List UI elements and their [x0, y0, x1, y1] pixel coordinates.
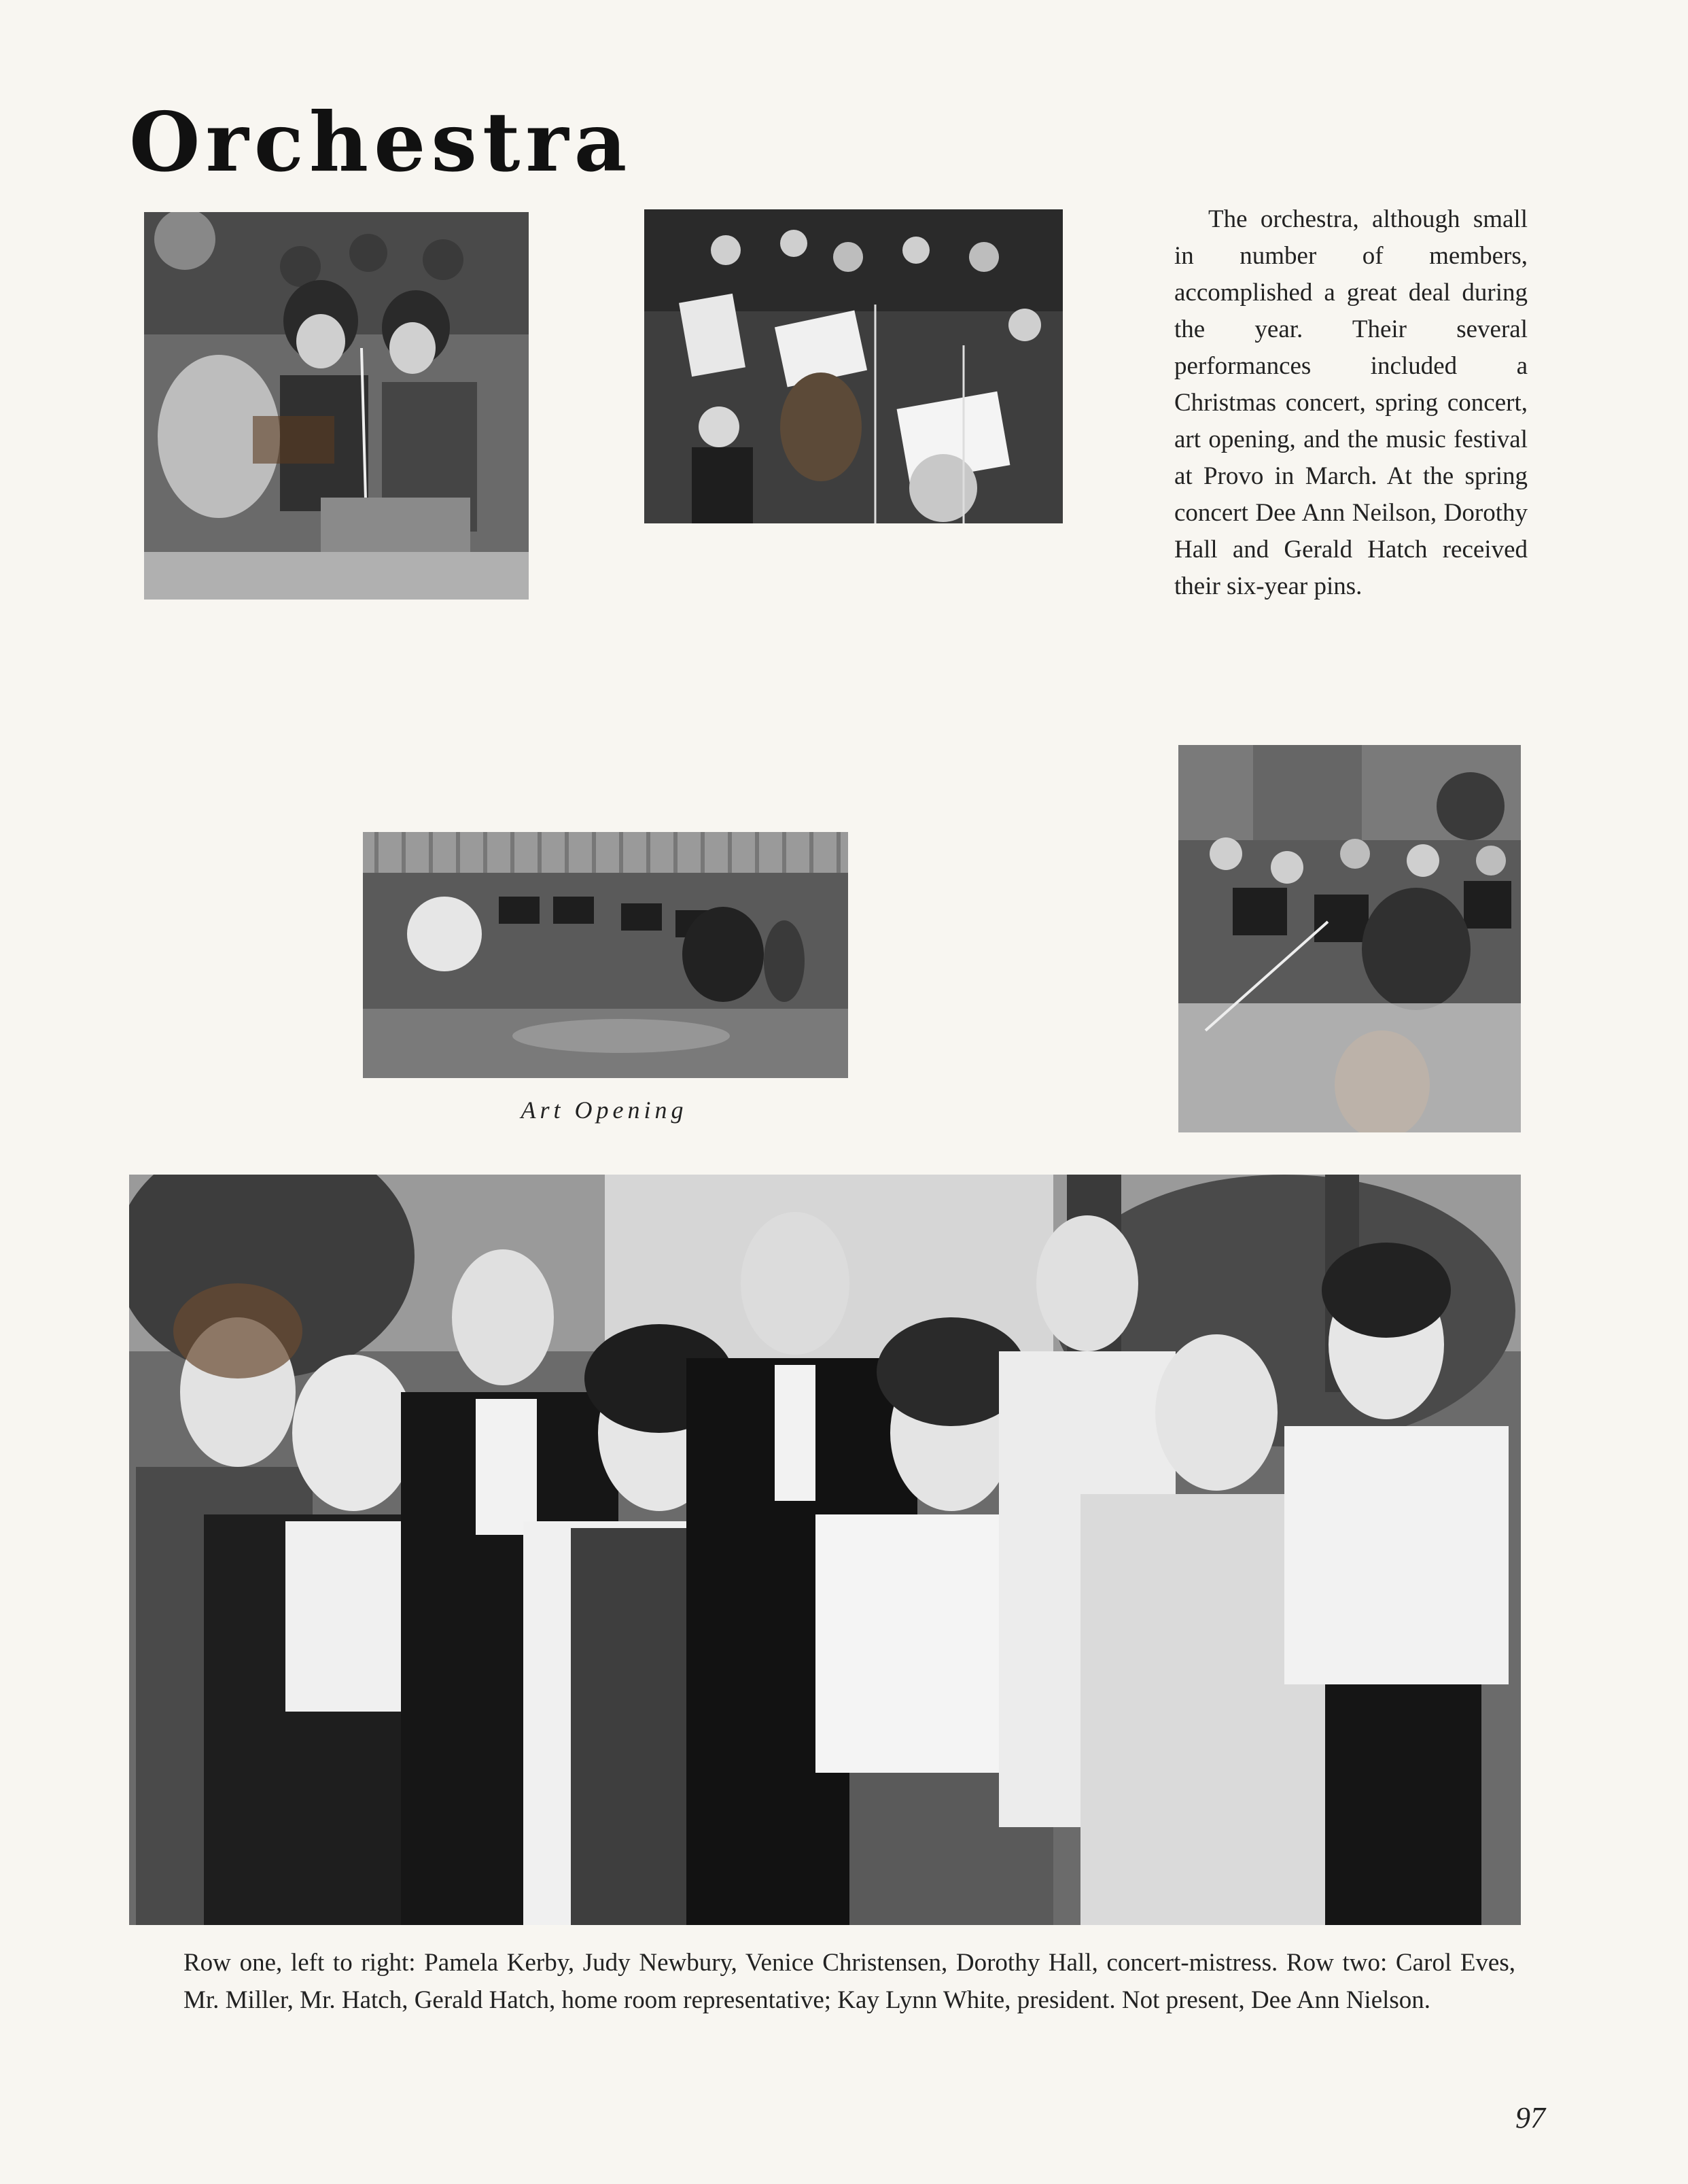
- photo-orchestra-rehearsal: [644, 209, 1063, 523]
- photo-art-opening: [363, 832, 848, 1078]
- group-photo-caption: Row one, left to right: Pamela Kerby, Judy Newbury, Venice Christensen, Dorothy Hall, concert-mistress. Row two: Carol Eves, Mr. Miller, Mr. Hatch, Gerald Hatch, home room representative; Kay Lynn White, president. Not present, Dee Ann Nielson.: [183, 1949, 1515, 2014]
- photo-orchestra-strings: [1178, 745, 1521, 1132]
- page-number: 97: [1515, 2101, 1545, 2134]
- page-title: Orchestra: [129, 94, 633, 190]
- art-opening-label: Art Opening: [521, 1096, 688, 1124]
- photo-group-portrait: [129, 1175, 1521, 1925]
- intro-paragraph: The orchestra, although small in number of members, accomplished a great deal during the year. Their several performances included a Christmas concert, spring concert, art opening, and the music festival at Provo in March. At the spring concert Dee Ann Neilson, Dorothy Hall and Gerald Hatch received their six-year pins.: [1174, 205, 1528, 600]
- photo-violin-players: [144, 212, 529, 600]
